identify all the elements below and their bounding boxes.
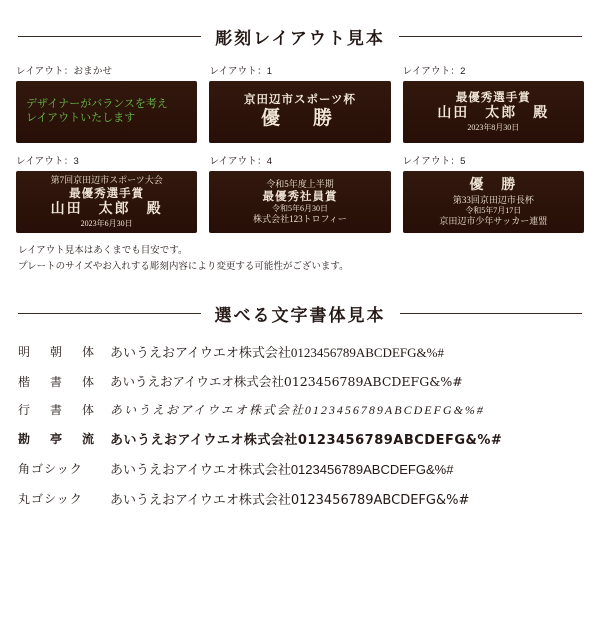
layout-sample-cell <box>209 63 390 143</box>
font-sample-text: あいうえおアイウエオ株式会社0123456789ABCDEFG&%# <box>110 374 463 390</box>
font-sample-text: あいうえおアイウエオ株式会社0123456789ABCDEFG&%# <box>110 433 503 449</box>
layout-sample-cell <box>403 63 584 143</box>
layout-notes <box>18 243 582 275</box>
font-sample-text: あいうえおアイウエオ株式会社0123456789ABCDEFG&%# <box>110 462 454 478</box>
font-sample-row <box>18 372 582 390</box>
font-name-label: 丸ゴシック <box>18 492 83 507</box>
layout-sample-label: レイアウト：2 <box>402 66 466 77</box>
plate-line: 令和5年7月17日 <box>465 205 522 215</box>
plate-line: 2023年8月30日 <box>467 122 520 132</box>
layout-sample-cell <box>209 153 390 233</box>
heading-rule-left <box>18 36 201 37</box>
heading-rule-right <box>399 36 582 37</box>
layout-sample-label: レイアウト：5 <box>402 156 466 167</box>
plate-line: 令和5年度上半期 <box>266 178 334 189</box>
layout-note-line: レイアウト見本はあくまでも目安です。 <box>18 245 188 256</box>
font-section-heading <box>0 301 600 326</box>
plate-line: 第7回京田辺市スポーツ大会 <box>50 175 163 186</box>
plate-line: 令和5年6月30日 <box>271 204 328 214</box>
font-sample-row <box>18 401 582 418</box>
heading-rule-right <box>400 313 583 314</box>
section-spacer <box>0 275 600 301</box>
plate-line: デザイナーがバランスを考え <box>26 98 168 111</box>
plate-line: 第33回京田辺市長杯 <box>452 194 534 205</box>
font-sample-table <box>18 342 582 508</box>
plate-line: 最優秀社員賞 <box>262 190 338 203</box>
layout-sample-cell <box>403 153 584 233</box>
font-name-label: 勘 亭 流 <box>18 432 99 447</box>
font-name-label: 角ゴシック <box>18 462 83 477</box>
font-sample-row <box>18 429 582 448</box>
engraving-plate <box>209 171 390 233</box>
font-section-title: 選べる文字書体見本 <box>214 306 386 326</box>
plate-line: 山田 太郎 殿 <box>437 106 550 122</box>
plate-line: 京田辺市少年サッカー連盟 <box>439 215 548 226</box>
plate-line: 優 勝 <box>260 108 339 130</box>
layout-sample-label: レイアウト：1 <box>209 66 273 77</box>
engraving-plate <box>209 81 390 143</box>
engraving-plate <box>16 171 197 233</box>
font-name-label: 楷 書 体 <box>18 374 99 389</box>
plate-line: 山田 太郎 殿 <box>50 202 163 218</box>
font-name-label: 行 書 体 <box>18 403 99 418</box>
plate-line: 京田辺市スポーツ杯 <box>243 93 357 106</box>
font-sample-row <box>18 459 582 478</box>
font-sample-text: あいうえおアイウエオ株式会社0123456789ABCDEFG&%# <box>110 403 485 418</box>
heading-rule-left <box>18 313 201 314</box>
layout-note-line: プレートのサイズやお入れする彫刻内容により変更する可能性がございます。 <box>18 261 349 273</box>
layout-sample-cell <box>16 153 197 233</box>
engraving-plate <box>403 81 584 143</box>
font-sample-text: あいうえおアイウエオ株式会社0123456789ABCDEFG&%# <box>110 345 444 361</box>
layout-sample-label: レイアウト：4 <box>209 156 273 167</box>
plate-line: 優 勝 <box>469 178 518 193</box>
font-sample-row <box>18 489 582 508</box>
layout-sample-label: レイアウト：おまかせ <box>16 66 113 77</box>
plate-line: レイアウトいたします <box>26 112 136 124</box>
font-sample-text: あいうえおアイウエオ株式会社0123456789ABCDEFG&%# <box>110 493 470 509</box>
engraving-plate <box>403 171 584 233</box>
layout-sample-label: レイアウト：3 <box>16 156 79 167</box>
plate-line: 2023年6月30日 <box>80 218 133 228</box>
layout-sample-grid <box>16 63 584 233</box>
plate-line: 株式会社123トロフィー <box>253 214 347 225</box>
font-name-label: 明 朝 体 <box>18 345 99 360</box>
layout-sample-cell <box>16 63 197 143</box>
plate-line: 最優秀選手賞 <box>455 92 531 105</box>
layout-section-heading <box>0 24 600 49</box>
page-root <box>0 24 600 624</box>
layout-section-title: 彫刻レイアウト見本 <box>215 29 385 48</box>
font-sample-row <box>18 342 582 361</box>
plate-line: 最優秀選手賞 <box>69 187 145 200</box>
engraving-plate <box>16 81 197 143</box>
